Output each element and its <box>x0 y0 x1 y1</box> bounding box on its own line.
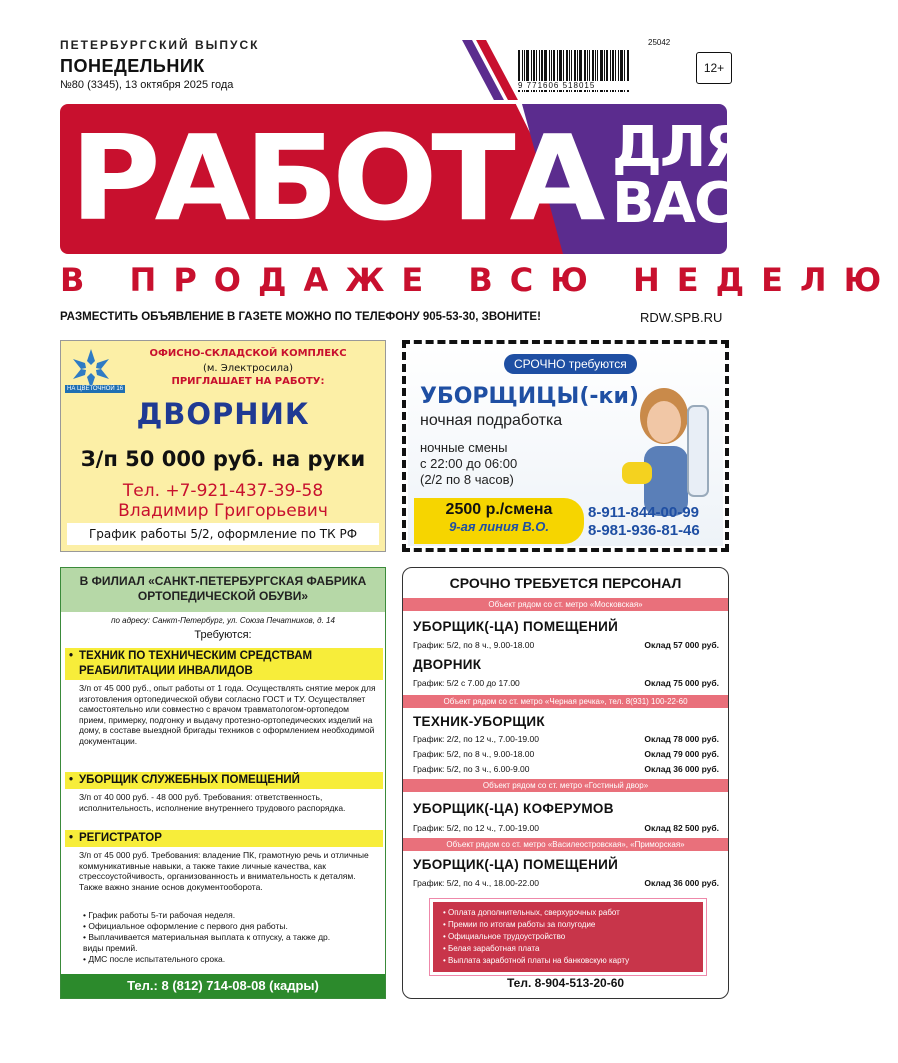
phone[interactable]: 8-911-844-00-99 <box>588 504 699 521</box>
position-text: З/п от 40 000 руб. - 48 000 руб. Требования: ответственность, исполнительность, исполнение внутреннего трудового распорядка. <box>79 792 346 813</box>
perk-item: • Официальное трудоустройство <box>443 932 566 941</box>
shift-info: ночные смены с 22:00 до 06:00 (2/2 по 8 часов) <box>420 440 518 487</box>
job-row: График: 5/2, по 12 ч., 7.00-19.00 Оклад 82 500 руб. <box>413 823 719 833</box>
price: 2500 р./смена <box>445 501 553 518</box>
position-title: • УБОРЩИК СЛУЖЕБНЫХ ПОМЕЩЕНИЙ <box>65 772 383 789</box>
perk-item: • Премии по итогам работы за полугодие <box>443 920 596 929</box>
job-row: График: 5/2, по 8 ч., 9.00-18.00 Оклад 79 000 руб. <box>413 749 719 759</box>
position-title: • ТЕХНИК ПО ТЕХНИЧЕСКИМ СРЕДСТВАМ РЕАБИЛИТАЦИИ ИНВАЛИДОВ <box>65 648 383 680</box>
job-title: ТЕХНИК-УБОРЩИК <box>413 714 545 729</box>
job-title: УБОРЩИК(-ЦА) ПОМЕЩЕНИЙ <box>413 857 619 872</box>
invite-label: ПРИГЛАШАЕТ НА РАБОТУ: <box>171 376 325 387</box>
position-text: З/п от 45 000 руб., опыт работы от 1 года. Осуществлять снятие мерок для изготовления ортопедической обуви согласно ГОСТ и ТУ. Осуществляет самостоятельно или совместно с врачом травматологом-ортопедом прием, примерку, подгонку и выдачу протезно-ортопедических изделий на дому, в составе выездной бригады техников с оформлением необходимой документации. <box>79 683 376 746</box>
job-title: УБОРЩИК(-ЦА) ПОМЕЩЕНИЙ <box>413 619 619 634</box>
metro-banner: Объект рядом со ст. метро «Черная речка», тел. 8(931) 100-22-60 <box>403 695 728 708</box>
cleaner-photo <box>604 376 720 516</box>
edition-label: ПЕТЕРБУРГСКИЙ ВЫПУСК <box>60 38 260 52</box>
barcode-number: 9 771606 518015 <box>518 81 633 90</box>
urgent-badge: СРОЧНО требуются <box>504 354 637 374</box>
phone[interactable]: 8-981-936-81-46 <box>588 522 700 539</box>
phone[interactable]: Тел. +7-921-437-39-58 <box>122 481 324 501</box>
job-row: График: 5/2, по 4 ч., 18.00-22.00 Оклад 36 000 руб. <box>413 878 719 888</box>
metro-banner: Объект рядом со ст. метро «Василеостровская», «Приморская» <box>403 838 728 851</box>
job-title: ДВОРНИК <box>413 657 482 672</box>
address: по адресу: Санкт-Петербург, ул. Союза Печатников, д. 14 <box>111 616 335 625</box>
logo-vas-text: ВАС <box>612 171 734 236</box>
phone[interactable]: Тел. 8-904-513-20-60 <box>506 976 625 990</box>
phone[interactable]: Тел.: 8 (812) 714-08-08 (кадры) <box>61 974 385 998</box>
job-row: График: 2/2, по 12 ч., 7.00-19.00 Оклад 78 000 руб. <box>413 734 719 744</box>
age-rating-badge: 12+ <box>696 52 732 84</box>
job-title: ДВОРНИК <box>136 397 310 431</box>
issue-label: №80 (3345), 13 октября 2025 года <box>60 79 234 91</box>
position-title: • РЕГИСТРАТОР <box>65 830 383 847</box>
issue-code: 25042 <box>648 38 671 47</box>
metro-banner: Объект рядом со ст. метро «Гостиный двор» <box>403 779 728 792</box>
benefit-item: • Выплачивается материальная выплата к отпуску, а также др. виды премий. <box>83 932 331 953</box>
position-item <box>65 772 383 813</box>
salary: З/п 50 000 руб. на руки <box>80 447 366 471</box>
position-item <box>65 648 383 746</box>
job-row: График: 5/2 с 7.00 до 17.00 Оклад 75 000 руб. <box>413 678 719 688</box>
address: 9-ая линия В.О. <box>449 519 549 534</box>
job-title: УБОРЩИЦЫ(-ки) <box>420 384 639 409</box>
tagline: В ПРОДАЖЕ ВСЮ НЕДЕЛЮ <box>60 261 898 299</box>
metro-banner: Объект рядом со ст. метро «Московская» <box>403 598 728 611</box>
benefit-item: • ДМС после испытательного срока. <box>83 954 226 964</box>
ad-title: СРОЧНО ТРЕБУЕТСЯ ПЕРСОНАЛ <box>449 575 682 591</box>
ad-orthopedic-factory <box>60 567 386 999</box>
contact-name: Владимир Григорьевич <box>118 501 328 521</box>
required-label: Требуются: <box>194 629 252 641</box>
job-row: График: 5/2, по 3 ч., 6.00-9.00 Оклад 36 000 руб. <box>413 764 719 774</box>
contact-line: РАЗМЕСТИТЬ ОБЪЯВЛЕНИЕ В ГАЗЕТЕ МОЖНО ПО ТЕЛЕФОНУ 905-53-30, ЗВОНИТЕ! <box>60 311 541 323</box>
logo-caption: НА ЦВЕТОЧНОЙ 16 <box>67 386 124 392</box>
metro-label: (м. Электросила) <box>202 363 294 374</box>
job-row: График: 5/2, по 8 ч., 9.00-18.00 Оклад 57 000 руб. <box>413 640 719 650</box>
benefits-list <box>83 910 343 965</box>
logo-dlya-text: ДЛЯ <box>612 115 746 180</box>
site-link[interactable]: RDW.SPB.RU <box>640 310 723 325</box>
day-label: ПОНЕДЕЛЬНИК <box>60 56 205 76</box>
perks-list <box>433 902 703 972</box>
company-title: ОФИСНО-СКЛАДСКОЙ КОМПЛЕКС <box>149 348 347 359</box>
ad-cleaners <box>402 340 729 552</box>
ad-janitor <box>60 340 386 552</box>
job-title: УБОРЩИК(-ЦА) КОФЕРУМОВ <box>413 801 614 816</box>
schedule: График работы 5/2, оформление по ТК РФ <box>67 523 379 545</box>
benefit-item: • Официальное оформление с первого дня работы. <box>83 921 288 931</box>
position-item <box>65 830 383 892</box>
ad-header: В ФИЛИАЛ «САНКТ-ПЕТЕРБУРГСКАЯ ФАБРИКА ОРТОПЕДИЧЕСКОЙ ОБУВИ» <box>61 568 385 612</box>
ad-staff-urgent <box>402 567 729 999</box>
perk-item: • Оплата дополнительных, сверхурочных работ <box>443 908 620 917</box>
job-subtitle: ночная подработка <box>420 412 563 429</box>
benefit-item: • График работы 5-ти рабочая неделя. <box>83 910 236 920</box>
price-block <box>414 498 584 544</box>
position-text: З/п от 45 000 руб. Требования: владение ПК, грамотную речь и отличные коммуникативные навыки, а также такие личные качества, как стрессоустойчивость, организованность и внимательность к деталям. Также важно знание основ документооборота. <box>79 850 369 892</box>
perk-item: • Белая заработная плата <box>443 944 540 953</box>
perk-item: • Выплата заработной платы на банковскую карту <box>443 956 630 965</box>
logo-main-text: РАБОТА <box>70 109 600 247</box>
